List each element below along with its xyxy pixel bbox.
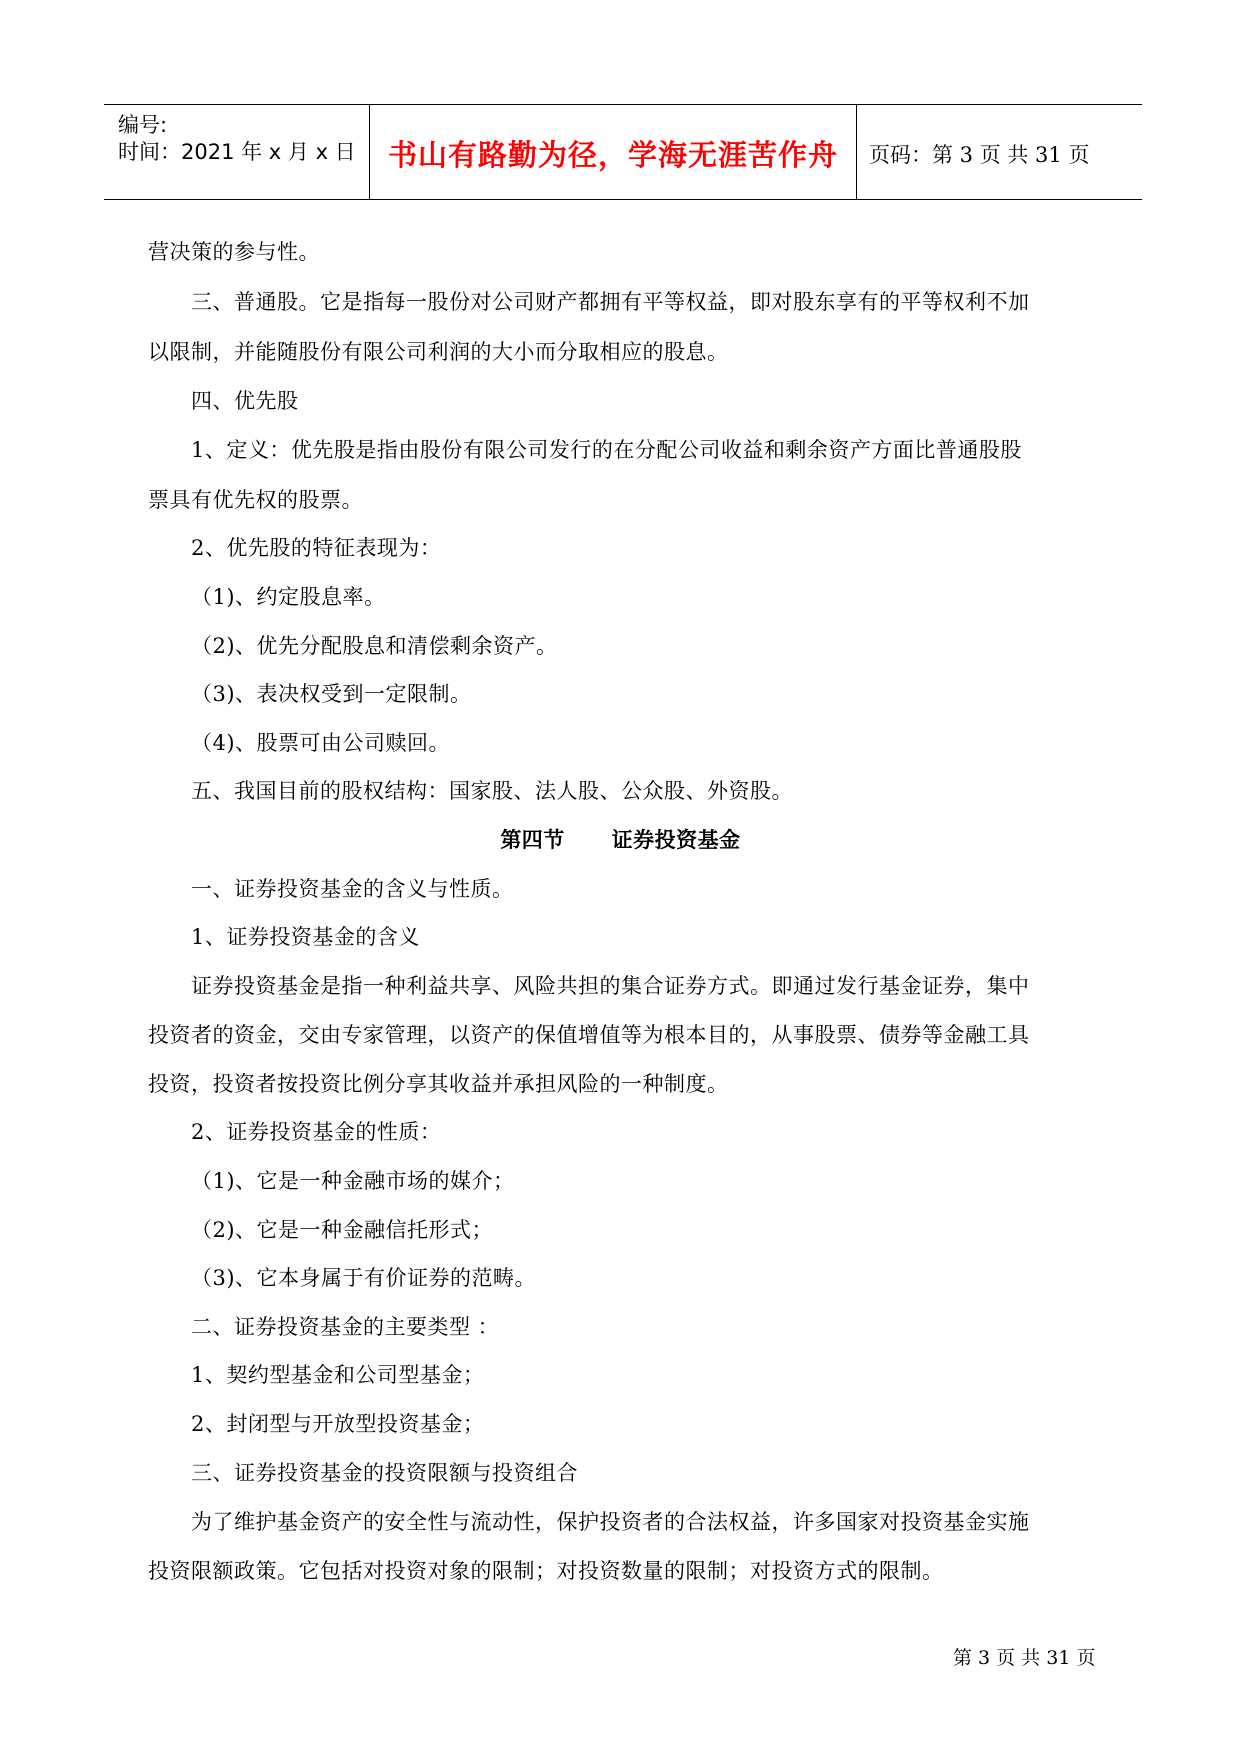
list-item: 1、契约型基金和公司型基金；	[191, 1363, 485, 1387]
section-heading: 二、证券投资基金的主要类型 ：	[191, 1315, 500, 1339]
text-line: 投资限额政策。它包括对投资对象的限制；对投资数量的限制；对投资方式的限制。	[148, 1559, 944, 1583]
text-line: 投资，投资者按投资比例分享其收益并承担风险的一种制度。	[148, 1072, 729, 1096]
text-line: 为了维护基金资产的安全性与流动性，保护投资者的合法权益，许多国家对投资基金实施	[191, 1510, 1030, 1534]
text-line: 以限制，并能随股份有限公司利润的大小而分取相应的股息。	[148, 340, 729, 364]
header-info-cell	[104, 105, 368, 199]
text-line: 2、证券投资基金的性质：	[191, 1120, 442, 1144]
document-time-label: 时间：2021 年 x 月 x 日	[118, 140, 356, 164]
header-page-number: 页码：第 3 页 共 31 页	[869, 143, 1090, 167]
header-motto: 书山有路勤为径，学海无涯苦作舟	[387, 138, 838, 172]
text-line: 票具有优先权的股票。	[148, 488, 363, 512]
section-heading: 三、证券投资基金的投资限额与投资组合	[191, 1461, 578, 1485]
list-item: （1)、它是一种金融市场的媒介；	[191, 1169, 515, 1193]
list-item: （4)、股票可由公司赎回。	[191, 731, 451, 755]
text-line: 五、我国目前的股权结构：国家股、法人股、公众股、外资股。	[191, 779, 793, 803]
header-page-cell	[857, 105, 1142, 199]
text-line: 1、定义：优先股是指由股份有限公司发行的在分配公司收益和剩余资产方面比普通股股	[191, 438, 1022, 462]
page-footer: 第 3 页 共 31 页	[953, 1647, 1096, 1669]
list-item: （3)、它本身属于有价证券的范畴。	[191, 1266, 537, 1290]
list-item: （3)、表决权受到一定限制。	[191, 682, 472, 706]
document-header	[104, 104, 1142, 200]
list-item: （2)、它是一种金融信托形式；	[191, 1218, 494, 1242]
chapter-section-title: 第四节 证券投资基金	[500, 827, 741, 852]
section-heading: 一、证券投资基金的含义与性质。	[191, 877, 514, 901]
text-line: 三、普通股。它是指每一股份对公司财产都拥有平等权益，即对股东享有的平等权利不加	[191, 290, 1030, 314]
section-heading: 四、优先股	[191, 389, 299, 413]
list-item: 2、封闭型与开放型投资基金；	[191, 1412, 485, 1436]
text-line: 证券投资基金是指一种利益共享、风险共担的集合证券方式。即通过发行基金证券，集中	[191, 974, 1030, 998]
text-line: 营决策的参与性。	[148, 240, 320, 264]
document-number-label: 编号:	[118, 113, 168, 137]
text-line: 投资者的资金，交由专家管理，以资产的保值增值等为根本目的，从事股票、债券等金融工具	[148, 1023, 1030, 1047]
text-line: 2、优先股的特征表现为：	[191, 536, 442, 560]
header-motto-cell	[369, 105, 857, 199]
list-item: （2)、优先分配股息和清偿剩余资产。	[191, 634, 558, 658]
text-line: 1、证券投资基金的含义	[191, 925, 420, 949]
list-item: （1)、约定股息率。	[191, 585, 386, 609]
